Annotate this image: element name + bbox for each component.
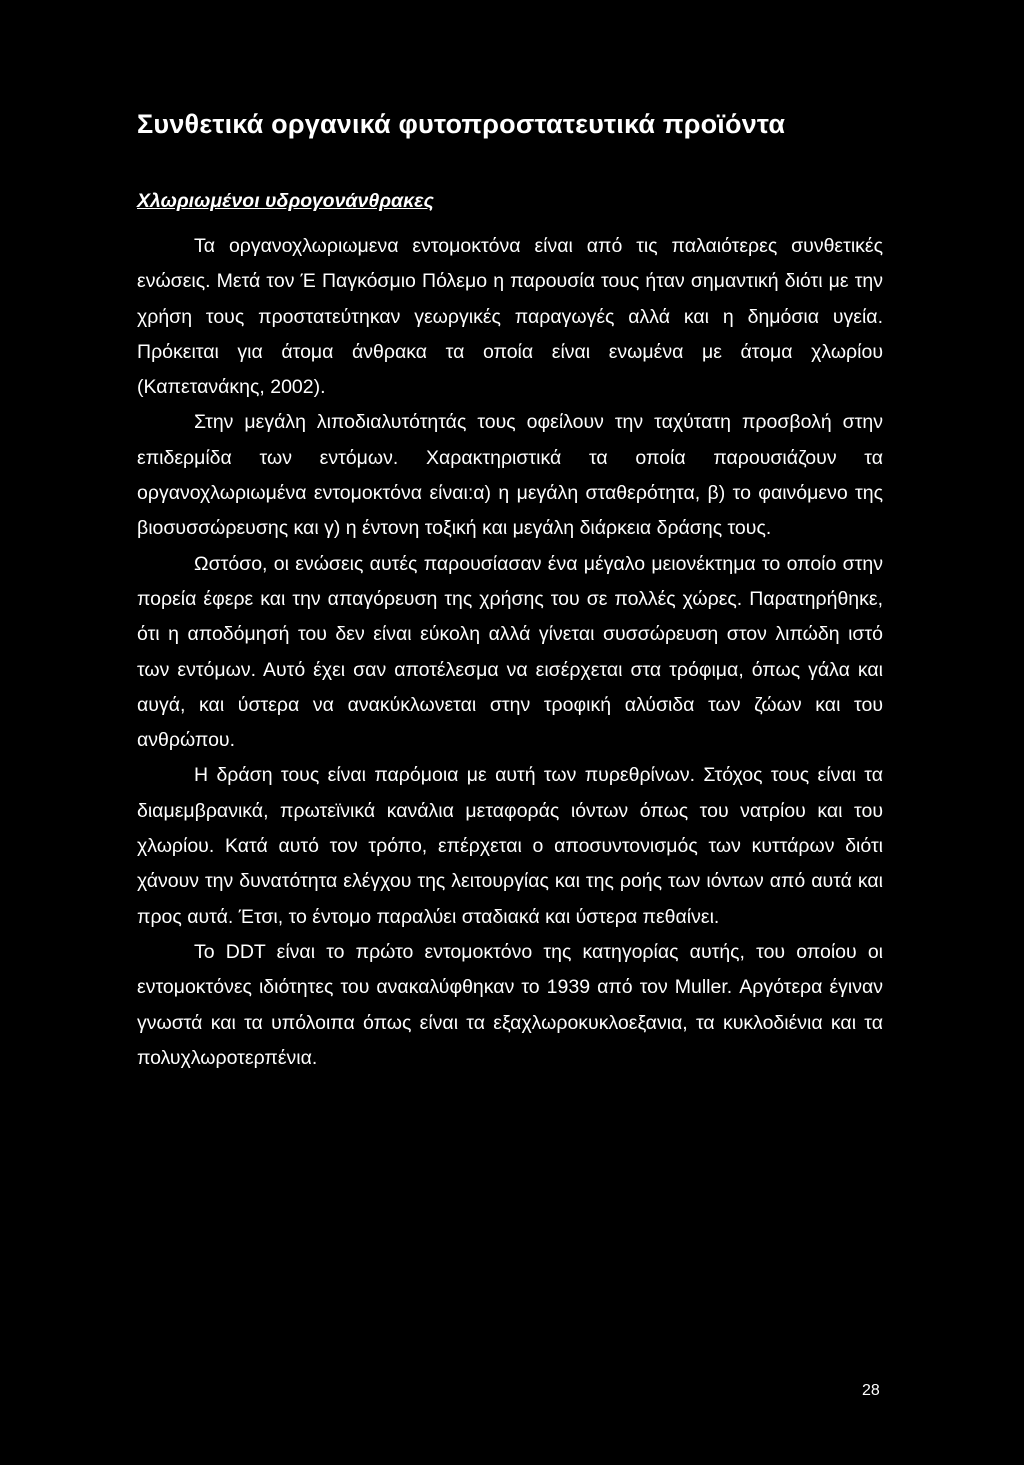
body-text [137, 229, 883, 1076]
paragraph-4: Η δράση τους είναι παρόμοια με αυτή των πυρεθρίνων. Στόχος τους είναι τα διαμεμβρανικά, πρωτεϊνικά κανάλια μεταφοράς ιόντων όπως του νατρίου και του χλωρίου. Κατά αυτό τον τρόπο, επέρχεται ο αποσυντονισμός των κυττάρων διότι χάνουν την δυνατότητα ελέγχου της λειτουργίας και της ροής των ιόντων από αυτά και προς αυτά. Έτσι, το έντομο παραλύει σταδιακά και ύστερα πεθαίνει. [137, 764, 883, 928]
paragraph-3: Ωστόσο, οι ενώσεις αυτές παρουσίασαν ένα μέγαλο μειονέκτημα το οποίο στην πορεία έφερε και την απαγόρευση της χρήσης του σε πολλές χώρες. Παρατηρήθηκε, ότι η αποδόμησή του δεν είναι εύκολη αλλά γίνεται συσσώρευση στον λιπώδη ιστό των εντόμων. Αυτό έχει σαν αποτέλεσμα να εισέρχεται στα τρόφιμα, όπως γάλα και αυγά, και ύστερα να ανακύκλωνεται στην τροφική αλύσιδα των ζώων και του ανθρώπου. [137, 552, 883, 752]
paragraph-2: Στην μεγάλη λιποδιαλυτότητάς τους οφείλουν την ταχύτατη προσβολή στην επιδερμίδα των εντόμων. Χαρακτηριστικά τα οποία παρουσιάζουν τα οργανοχλωριωμένα εντομοκτόνα είναι:α) η μεγάλη σταθερότητα, β) το φαινόμενο της βιοσυσσώρευσης και γ) η έντονη τοξική και μεγάλη διάρκεια δράσης τους. [137, 411, 883, 540]
section-heading: Χλωριωμένοι υδρογονάνθρακες [137, 190, 434, 212]
paragraph-5: Το DDT είναι το πρώτο εντομοκτόνο της κατηγορίας αυτής, του οποίου οι εντομοκτόνες ιδιότητες του ανακαλύφθηκαν το 1939 από τον Muller. Αργότερα έγιναν γνωστά και τα υπόλοιπα όπως είναι τα εξαχλωροκυκλοεξανια, τα κυκλοδιένια και τα πολυχλωροτερπένια. [137, 940, 883, 1069]
paragraph-1: Τα οργανοχλωριωμενα εντομοκτόνα είναι από τις παλαιότερες συνθετικές ενώσεις. Μετά τον Έ Παγκόσμιο Πόλεμο η παρουσία τους ήταν σημαντική διότι με την χρήση τους προστατεύτηκαν γεωργικές παραγωγές αλλά και η δημόσια υγεία. Πρόκειται για άτομα άνθρακα τα οποία είναι ενωμένα με άτομα χλωρίου (Καπετανάκης, 2002). [137, 235, 883, 399]
page-number: 28 [862, 1382, 880, 1399]
page-title: Συνθετικά οργανικά φυτοπροστατευτικά προϊόντα [137, 109, 786, 139]
